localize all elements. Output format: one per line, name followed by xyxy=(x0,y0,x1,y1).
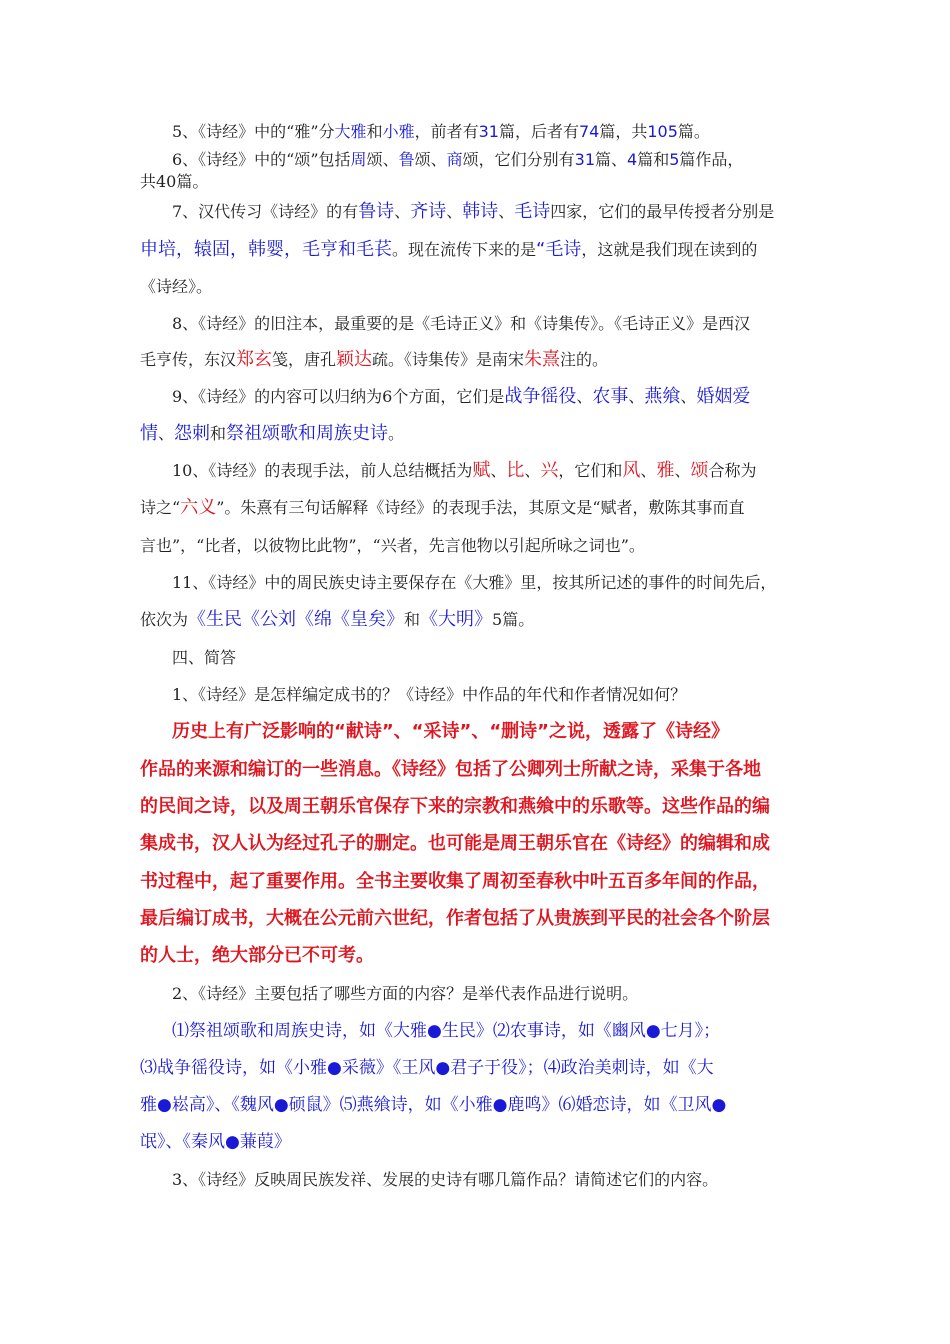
text-run: 。 xyxy=(388,424,405,443)
text-run: 注的。 xyxy=(560,350,609,369)
text-run: 大雅 xyxy=(334,122,367,141)
text-run: 3、《诗经》反映周民族发祥、发展的史诗有哪几篇作品？请简述它们的内容。 xyxy=(172,1170,719,1189)
text-run: 《大明》 xyxy=(420,609,493,630)
text-run: 颂、 xyxy=(414,150,447,169)
text-run: 齐诗 xyxy=(410,201,447,222)
text-run: 9、《诗经》的内容可以归纳为6个方面，它们是 xyxy=(172,387,505,406)
text-run: 作品的来源和编订的一些消息。《诗经》包括了公卿列士所献之诗，采集于各地 xyxy=(140,759,761,780)
item-5 xyxy=(140,122,862,142)
text-run: ，这就是我们现在读到的 xyxy=(581,240,758,259)
item-8-cont xyxy=(140,350,830,370)
text-run: 祭祖颂歌和周族史诗 xyxy=(226,423,389,444)
text-run: 历史上有广泛影响的“献诗”、“采诗”、“删诗”之说，透露了《诗经》 xyxy=(172,721,729,742)
text-run: 比 xyxy=(506,460,525,481)
text-run: 5 xyxy=(669,150,680,169)
text-run: 兴 xyxy=(540,460,559,481)
answer-1-line-4 xyxy=(140,834,830,854)
text-run: 鲁诗 xyxy=(358,201,395,222)
text-run: 农事 xyxy=(592,386,629,407)
text-run: 婚姻爱 xyxy=(696,386,751,407)
item-7 xyxy=(140,202,862,222)
text-run: 郑玄 xyxy=(236,349,273,370)
text-run: 燕飨 xyxy=(644,386,681,407)
question-1 xyxy=(140,685,862,705)
answer-2-line-1 xyxy=(140,1021,862,1041)
text-run: 小雅 xyxy=(382,122,415,141)
answer-1-line-1 xyxy=(140,722,862,742)
text-run: 战争徭役 xyxy=(504,386,577,407)
text-run: 韩诗 xyxy=(462,201,499,222)
text-run: 集成书，汉人认为经过孔子的删定。也可能是周王朝乐官在《诗经》的编辑和成 xyxy=(140,833,770,854)
text-run: 8、《诗经》的旧注本，最重要的是《毛诗正义》和《诗集传》。《毛诗正义》是西汉 xyxy=(172,314,751,333)
text-run: 、 xyxy=(498,202,515,221)
answer-2-line-4 xyxy=(140,1132,830,1152)
text-run: 颖达 xyxy=(336,349,373,370)
text-run: 的民间之诗，以及周王朝乐官保存下来的宗教和燕飨中的乐歌等。这些作品的编 xyxy=(140,796,770,817)
text-run: 风 xyxy=(622,460,641,481)
text-run: 《生民《公刘《绵《皇矣》 xyxy=(188,609,405,630)
text-run: 申培，辕固，韩婴， xyxy=(140,239,302,260)
text-run: ，它们和 xyxy=(558,461,623,480)
text-run: 情 xyxy=(140,423,158,444)
text-run: 5篇。 xyxy=(492,610,535,629)
text-run: 朱熹 xyxy=(524,349,561,370)
text-run: 1、《诗经》是怎样编定成书的？《诗经》中作品的年代和作者情况如何？ xyxy=(172,685,687,704)
text-run: 毛诗 xyxy=(514,201,551,222)
text-run: 毛亨和毛苌 xyxy=(302,239,392,260)
text-run: 105 xyxy=(647,122,678,141)
text-run: 、 xyxy=(640,461,657,480)
question-3 xyxy=(140,1170,862,1190)
text-run: 毛亨传，东汉 xyxy=(140,350,237,369)
text-run: 篇作品， xyxy=(679,150,744,169)
text-run: 四、简答 xyxy=(172,648,237,667)
text-run: 共40篇。 xyxy=(140,172,209,191)
text-run: 31 xyxy=(478,122,499,141)
text-run: 篇，共 xyxy=(599,122,648,141)
text-run: 书过程中，起了重要作用。全书主要收集了周初至春秋中叶五百多年间的作品， xyxy=(140,871,770,892)
item-6-cont xyxy=(140,172,830,192)
text-run: 、 xyxy=(524,461,541,480)
answer-1-line-3 xyxy=(140,797,830,817)
section-heading xyxy=(140,648,862,668)
text-run: 赋 xyxy=(472,460,491,481)
text-run: 氓》、《秦风●蒹葭》 xyxy=(140,1132,291,1152)
text-run: 6、《诗经》中的“颂”包括 xyxy=(172,150,351,169)
item-7-cont-1 xyxy=(140,240,830,260)
answer-1-line-2 xyxy=(140,760,830,780)
item-10-cont-2 xyxy=(140,536,830,556)
text-run: 31 xyxy=(574,150,595,169)
text-run: 、 xyxy=(446,202,463,221)
text-run: 、 xyxy=(680,387,697,406)
text-run: 、 xyxy=(628,387,645,406)
text-run: 、 xyxy=(674,461,691,480)
text-run: 篇。 xyxy=(677,122,710,141)
answer-1-line-5 xyxy=(140,872,830,892)
text-run: 。现在流传下来的是 xyxy=(392,240,537,259)
text-run: ⑴祭祖颂歌和周族史诗，如《大雅●生民》⑵农事诗，如《豳风●七月》； xyxy=(172,1021,721,1041)
text-run: 、 xyxy=(394,202,411,221)
text-run: 周 xyxy=(350,150,367,169)
text-run: 、 xyxy=(576,387,593,406)
text-run: “毛诗 xyxy=(536,239,582,260)
text-run: 六义 xyxy=(180,497,217,518)
text-run: 鲁 xyxy=(398,150,415,169)
answer-2-line-3 xyxy=(140,1095,830,1115)
text-run: 74 xyxy=(578,122,600,141)
text-run: 和 xyxy=(366,122,383,141)
item-10-cont-1 xyxy=(140,498,830,518)
text-run: 篇，后者有 xyxy=(498,122,579,141)
text-run: 疏。《诗集传》是南宋 xyxy=(372,350,525,369)
text-run: 最后编订成书，大概在公元前六世纪，作者包括了从贵族到平民的社会各个阶层 xyxy=(140,908,770,929)
answer-1-line-6 xyxy=(140,909,830,929)
text-run: 笺，唐孔 xyxy=(272,350,337,369)
answer-1-line-7 xyxy=(140,946,830,966)
text-run: 依次为 xyxy=(140,610,189,629)
item-9-cont xyxy=(140,424,830,444)
text-run: ⑶战争徭役诗，如《小雅●采薇》《王风●君子于役》；⑷政治美刺诗，如《大 xyxy=(140,1058,714,1078)
text-run: 四家，它们的最早传授者分别是 xyxy=(550,202,775,221)
text-run: ”。朱熹有三句话解释《诗经》的表现手法，其原文是“赋者，敷陈其事而直 xyxy=(216,498,745,517)
item-9 xyxy=(140,387,862,407)
text-run: 10、《诗经》的表现手法，前人总结概括为 xyxy=(172,461,473,480)
text-run: 颂，它们分别有 xyxy=(462,150,575,169)
item-7-cont-2 xyxy=(140,277,830,297)
item-10 xyxy=(140,461,862,481)
text-run: 4 xyxy=(627,150,638,169)
text-run: 5、《诗经》中的“雅”分 xyxy=(172,122,335,141)
text-run: 雅●崧高》、《魏风●硕鼠》⑸燕飨诗，如《小雅●鹿鸣》⑹婚恋诗，如《卫风● xyxy=(140,1095,727,1115)
text-run: 和 xyxy=(210,424,227,443)
text-run: 雅 xyxy=(656,460,675,481)
item-11-cont xyxy=(140,610,830,630)
text-run: 的人士，绝大部分已不可考。 xyxy=(140,945,374,966)
text-run: 怨刺 xyxy=(174,423,211,444)
text-run: 、 xyxy=(158,424,175,443)
text-run: 7、汉代传习《诗经》的有 xyxy=(172,202,359,221)
item-8 xyxy=(140,314,862,334)
answer-2-line-2 xyxy=(140,1058,830,1078)
text-run: 和 xyxy=(404,610,421,629)
item-6 xyxy=(140,150,862,170)
text-run: 篇、 xyxy=(595,150,628,169)
item-11 xyxy=(140,573,862,593)
text-run: 、 xyxy=(490,461,507,480)
text-run: 11、《诗经》中的周民族史诗主要保存在《大雅》里，按其所记述的事件的时间先后， xyxy=(172,573,777,592)
question-2 xyxy=(140,984,862,1004)
text-run: 《诗经》。 xyxy=(140,277,213,296)
text-run: 商 xyxy=(446,150,463,169)
text-run: 2、《诗经》主要包括了哪些方面的内容？是举代表作品进行说明。 xyxy=(172,984,639,1003)
text-run: 篇和 xyxy=(637,150,670,169)
text-run: 颂 xyxy=(690,460,709,481)
text-run: 言也”，“比者，以彼物比此物”，“兴者，先言他物以引起所咏之词也”。 xyxy=(140,536,645,555)
text-run: ，前者有 xyxy=(414,122,479,141)
text-run: 合称为 xyxy=(708,461,757,480)
text-run: 诗之“ xyxy=(140,498,181,517)
text-run: 颂、 xyxy=(366,150,399,169)
